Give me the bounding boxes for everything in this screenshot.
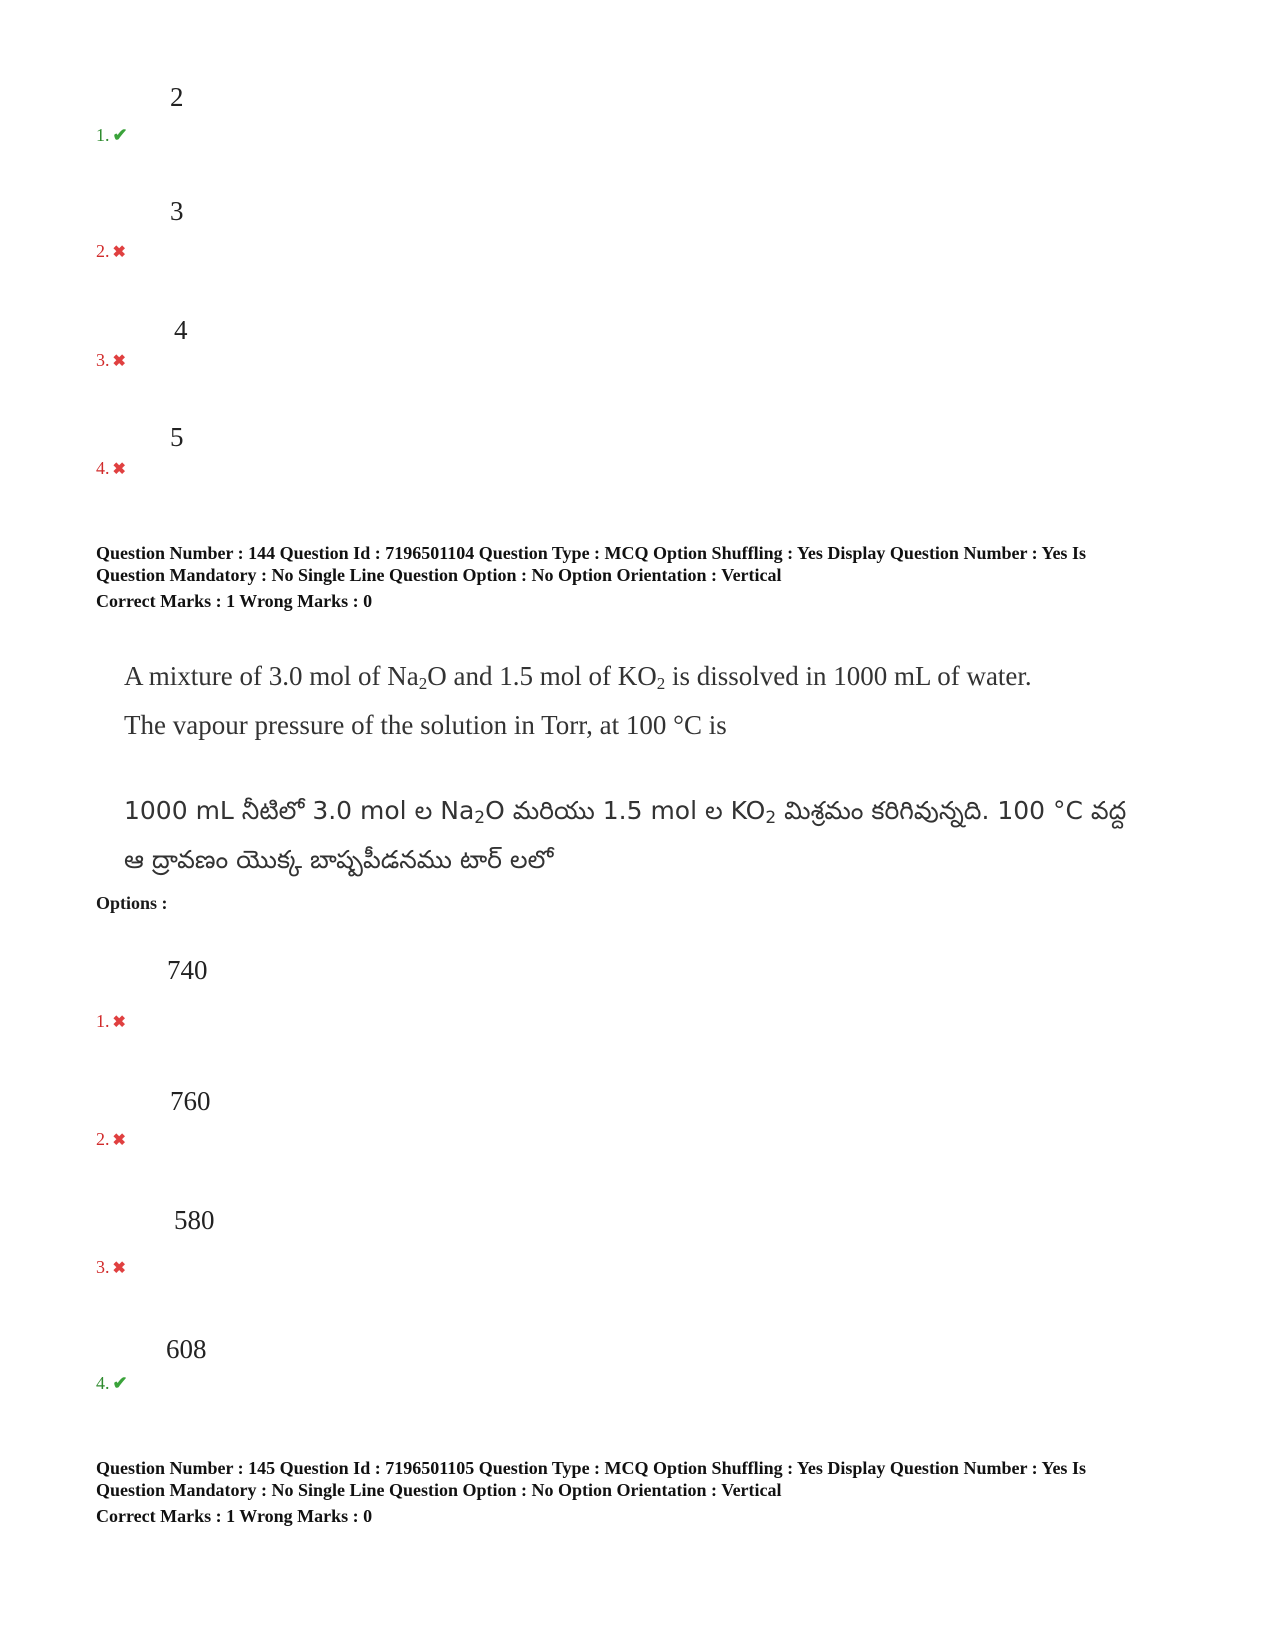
question-meta: [96, 542, 1196, 612]
subscript: 2: [474, 808, 486, 828]
meta-line-2: Question Mandatory : No Single Line Question Option : No Option Orientation : Vertical: [96, 565, 782, 585]
text-part: A mixture of 3.0 mol of Na: [124, 661, 419, 691]
option-value: 608: [166, 1334, 207, 1364]
option-value: 3: [170, 196, 184, 226]
text-part: O and 1.5 mol of KO: [427, 661, 657, 691]
check-icon: ✔: [112, 1373, 128, 1393]
question-text-telugu: [124, 786, 1204, 884]
option-number: [96, 350, 126, 371]
option-number-label: 1.: [96, 1011, 110, 1031]
meta-line-1: Question Number : 144 Question Id : 7196501104 Question Type : MCQ Option Shuffling : Yes Display Question Number : Yes Is: [96, 543, 1086, 563]
text-part: O మరియు 1.5 mol ల KO: [485, 796, 766, 825]
option-number: [96, 241, 126, 262]
option-number-label: 2.: [96, 1129, 110, 1149]
option-value: 760: [170, 1086, 211, 1116]
question-meta: [96, 1457, 1196, 1527]
question-line-2: The vapour pressure of the solution in Torr, at 100 °C is: [124, 710, 727, 740]
option-number-label: 4.: [96, 458, 110, 478]
cross-icon: ✖: [112, 1014, 126, 1031]
question-line-1: [124, 652, 1204, 701]
option-number-label: 3.: [96, 350, 110, 370]
option-number-label: 3.: [96, 1257, 110, 1277]
cross-icon: ✖: [112, 1132, 126, 1149]
option-number-label: 4.: [96, 1373, 110, 1393]
text-part: 1000 mL నీటిలో 3.0 mol ల Na: [124, 796, 475, 825]
question-line-1: [124, 786, 1204, 835]
option-value: 580: [174, 1205, 215, 1235]
text-part: is dissolved in 1000 mL of water.: [665, 661, 1032, 691]
option-number: [96, 458, 126, 479]
options-label: Options :: [96, 893, 168, 913]
option-number-label: 1.: [96, 125, 110, 145]
cross-icon: ✖: [112, 1260, 126, 1277]
option-number: [96, 1257, 126, 1278]
subscript: 2: [765, 808, 777, 828]
option-number-label: 2.: [96, 241, 110, 261]
cross-icon: ✖: [112, 353, 126, 370]
marks-line: Correct Marks : 1 Wrong Marks : 0: [96, 1506, 373, 1526]
option-value: 4: [174, 315, 188, 345]
option-number: [96, 1011, 126, 1032]
text-part: మిశ్రమం కరిగివున్నది. 100 °C వద్ద: [776, 796, 1127, 825]
option-value: 740: [167, 955, 208, 985]
option-value: 2: [170, 82, 184, 112]
option-number: [96, 125, 128, 146]
check-icon: ✔: [112, 125, 128, 145]
question-line-2: ఆ ద్రావణం యొక్క బాష్పపీడనము టార్ లలో: [124, 845, 554, 874]
option-value: 5: [170, 422, 184, 452]
meta-line-2: Question Mandatory : No Single Line Question Option : No Option Orientation : Vertical: [96, 1480, 782, 1500]
question-text-english: [124, 652, 1204, 750]
cross-icon: ✖: [112, 244, 126, 261]
marks-line: Correct Marks : 1 Wrong Marks : 0: [96, 591, 373, 611]
option-number: [96, 1373, 128, 1394]
cross-icon: ✖: [112, 461, 126, 478]
subscript: 2: [418, 674, 428, 693]
subscript: 2: [656, 674, 666, 693]
option-number: [96, 1129, 126, 1150]
meta-line-1: Question Number : 145 Question Id : 7196501105 Question Type : MCQ Option Shuffling : Yes Display Question Number : Yes Is: [96, 1458, 1086, 1478]
